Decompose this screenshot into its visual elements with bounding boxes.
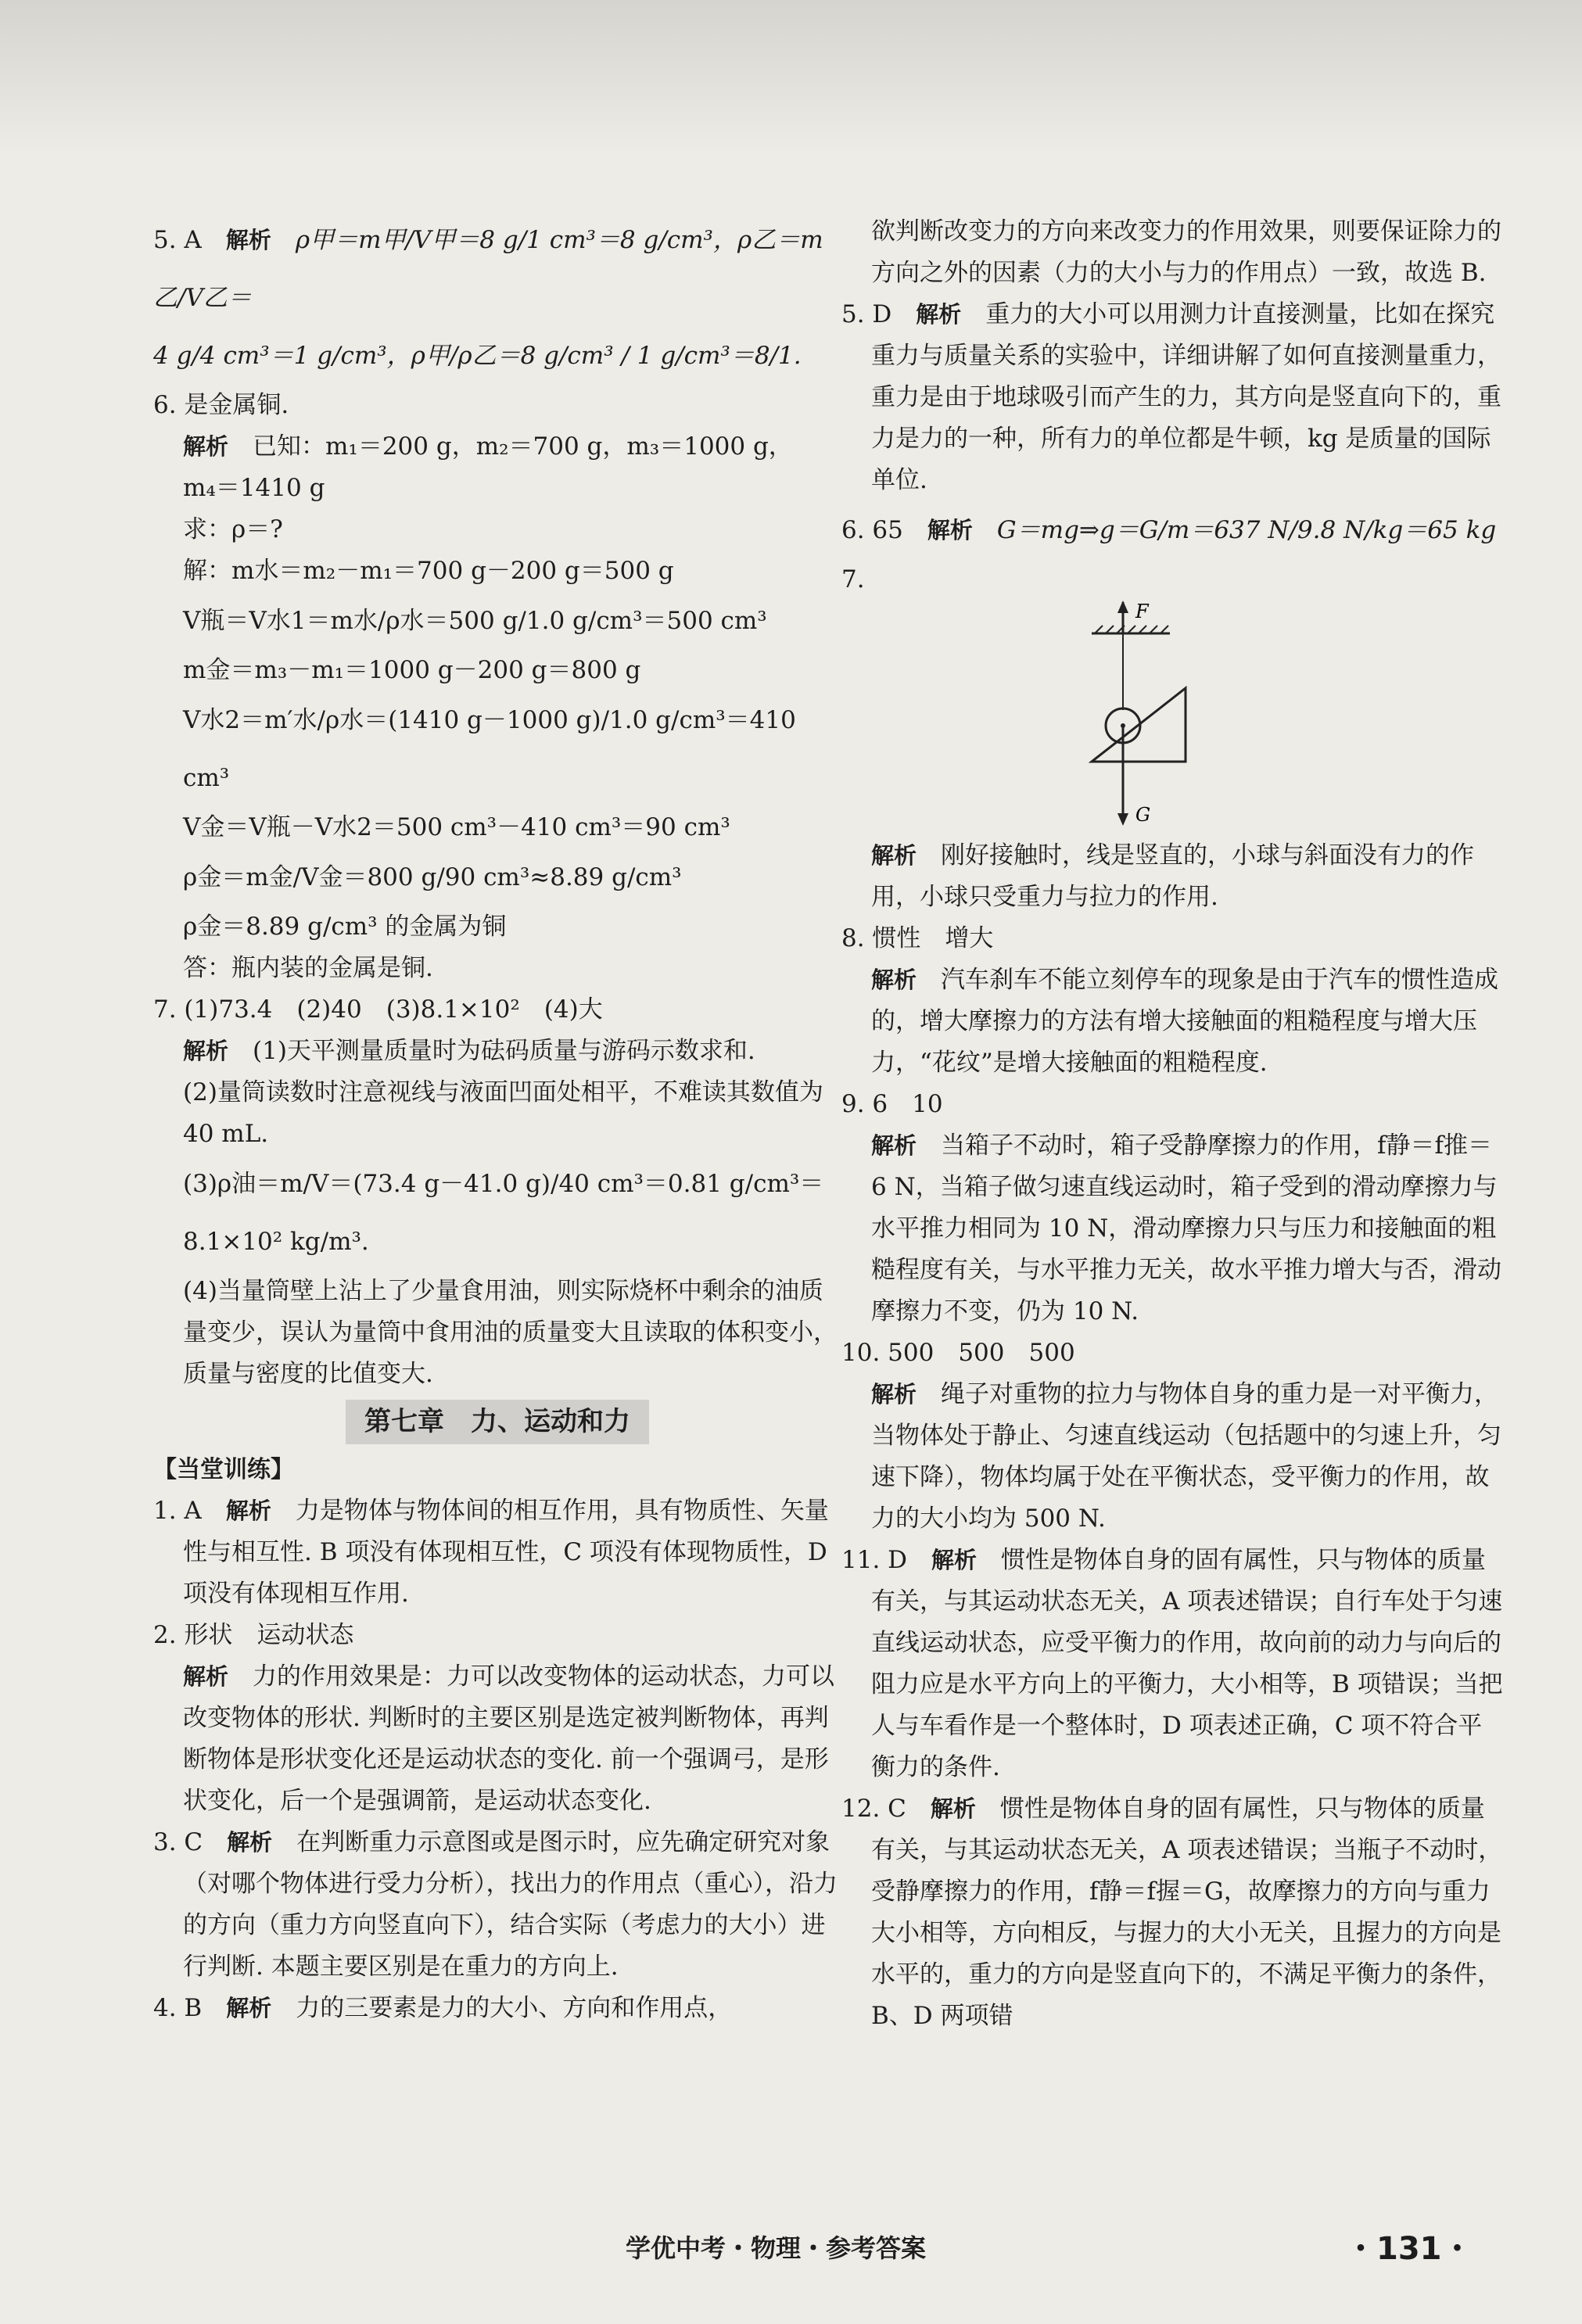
answer-5: 5. A 解析 ρ甲＝m甲/V甲＝8 g/1 cm³＝8 g/cm³，ρ乙＝m乙/V乙＝ [153, 226, 823, 312]
chapter-answer-2-head: 2. 形状 运动状态 [153, 1621, 354, 1649]
answer-6-v2: V水2＝m′水/ρ水＝(1410 g－1000 g)/1.0 g/cm³＝410 cm³ [183, 706, 796, 792]
answer-6-rho: ρ金＝m金/V金＝800 g/90 cm³≈8.89 g/cm³ [183, 863, 682, 891]
chapter-answer-9: 解析 当箱子不动时，箱子受静摩擦力的作用，f静＝f推＝6 N，当箱子做匀速直线运动时，箱子受到的滑动摩擦力与水平推力相同为 10 N，滑动摩擦力只与压力和接触面的粗糙程度有关，与水平推力无关，故水平推力增大与否，滑动摩擦力不变，仍为 10 N. [871, 1132, 1501, 1325]
chapter-answer-8-head: 8. 惯性 增大 [841, 924, 994, 952]
answer-6-seek: 求：ρ＝? [183, 515, 283, 543]
chapter-answer-6: 6. 65 解析 G＝mg⇒g＝G/m＝637 N/9.8 N/kg＝65 kg [841, 516, 1497, 544]
answer-7-p4: (4)当量筒壁上沾上了少量食用油，则实际烧杯中剩余的油质量变少，误认为量筒中食用油的质量变大且读取的体积变小，质量与密度的比值变大. [183, 1277, 838, 1388]
answer-7-p1: 解析 (1)天平测量质量时为砝码质量与游码示数求和. [183, 1037, 755, 1065]
answer-7-head: 7. (1)73.4 (2)40 (3)8.1×10² (4)大 [153, 995, 603, 1024]
answer-6-sol: 解：m水＝m₂－m₁＝700 g－200 g＝500 g [183, 557, 674, 585]
page-number: ・131・ [1345, 2231, 1473, 2267]
ball-on-incline-figure [1076, 601, 1201, 827]
section-title: 【当堂训练】 [153, 1456, 294, 1483]
force-diagram [841, 601, 1506, 835]
arrowhead-G [1117, 813, 1128, 826]
chapter-answer-5: 5. D 解析 重力的大小可以用测力计直接测量，比如在探究重力与质量关系的实验中，详细讲解了如何直接测量重力，重力是由于地球吸引而产生的力，其方向是竖直向下的，重力是力的一种，所有力的单位都是牛顿，kg 是质量的国际单位. [841, 300, 1501, 494]
chapter-answer-4: 4. B 解析 力的三要素是力的大小、方向和作用点， [153, 1994, 733, 2022]
chapter-answer-10: 解析 绳子对重物的拉力与物体自身的重力是一对平衡力，当物体处于静止、匀速直线运动（包括题中的匀速上升，匀速下降），物体均属于处在平衡状态，受平衡力的作用，故力的大小均为 500 N. [871, 1380, 1501, 1533]
chapter-title: 第七章 力、运动和力 [153, 1400, 841, 1444]
answer-7-p3: (3)ρ油＝m/V＝(73.4 g－41.0 g)/40 cm³＝0.81 g/cm³＝8.1×10² kg/m³. [183, 1170, 824, 1256]
chapter-answer-4-cont: 欲判断改变力的方向来改变力的作用效果，则要保证除力的方向之外的因素（力的大小与力的作用点）一致，故选 B. [871, 217, 1501, 287]
footer-title: 学优中考・物理・参考答案 [626, 2233, 927, 2263]
chapter-answer-12: 12. C 解析 惯性是物体自身的固有属性，只与物体的质量有关，与其运动状态无关，A 项表述错误；当瓶子不动时，受静摩擦力的作用，f静＝f握＝G，故摩擦力的方向与重力大小相等，方向相反，与握力的大小无关，且握力的方向是水平的，重力的方向是竖直向下的，不满足平衡力的条件，B、D 两项错 [841, 1795, 1503, 2030]
chapter-answer-8: 解析 汽车刹车不能立刻停车的现象是由于汽车的惯性造成的，增大摩擦力的方法有增大接触面的粗糙程度与增大压力，“花纹”是增大接触面的粗糙程度. [871, 966, 1499, 1077]
chapter-answer-7: 解析 刚好接触时，线是竖直的，小球与斜面没有力的作用，小球只受重力与拉力的作用. [871, 841, 1475, 911]
answer-6-m4: m₄＝1410 g [183, 474, 325, 502]
arrowhead-F [1117, 601, 1128, 613]
label-F: F [1135, 601, 1149, 622]
chapter-answer-3: 3. C 解析 在判断重力示意图或是图示时，应先确定研究对象（对哪个物体进行受力分析），找出力的作用点（重心），沿力的方向（重力方向竖直向下），结合实际（考虑力的大小）进行判断. 本题主要区别是在重力的方向上. [153, 1828, 838, 1981]
chapter-answer-11: 11. D 解析 惯性是物体自身的固有属性，只与物体的质量有关，与其运动状态无关，A 项表述错误；自行车处于匀速直线运动状态，应受平衡力的作用，故向前的动力与向后的阻力应是水平方向上的平衡力，大小相等，B 项错误；当把人与车看作是一个整体时，D 项表述正确，C 项不符合平衡力的条件. [841, 1546, 1503, 1781]
label-G: G [1135, 804, 1151, 826]
answer-6-known: 解析 已知：m₁＝200 g，m₂＝700 g，m₃＝1000 g， [183, 432, 793, 461]
scan-shadow [0, 0, 1582, 156]
answer-6-vjin: V金＝V瓶－V水2＝500 cm³－410 cm³＝90 cm³ [183, 813, 730, 841]
right-column [841, 211, 1506, 2037]
chapter-answer-7-head: 7. [841, 565, 865, 594]
left-column [153, 211, 841, 2029]
answer-5-cont: 4 g/4 cm³＝1 g/cm³，ρ甲/ρ乙＝8 g/cm³ / 1 g/cm³＝8/1. [153, 342, 802, 370]
answer-6-mjin: m金＝m₃－m₁＝1000 g－200 g＝800 g [183, 656, 641, 684]
chapter-answer-2: 解析 力的作用效果是：力可以改变物体的运动状态，力可以改变物体的形状. 判断时的主要区别是选定被判断物体，再判断物体是形状变化还是运动状态的变化. 前一个强调弓，是形状变化，后一个是强调箭，是运动状态变化. [183, 1662, 835, 1815]
chapter-answer-1: 1. A 解析 力是物体与物体间的相互作用，具有物质性、矢量性与相互性. B 项没有体现相互性，C 项没有体现物质性，D 项没有体现相互作用. [153, 1497, 829, 1608]
answer-6-ans: 答：瓶内装的金属是铜. [183, 954, 433, 982]
answer-7-p2: (2)量筒读数时注意视线与液面凹面处相平，不难读其数值为 40 mL. [183, 1078, 823, 1148]
chapter-answer-9-head: 9. 6 10 [841, 1090, 943, 1118]
answer-6-head: 6. 是金属铜. [153, 391, 289, 419]
answer-6-rho2: ρ金＝8.89 g/cm³ 的金属为铜 [183, 913, 507, 941]
page-footer [0, 2229, 1582, 2276]
answer-6-v1: V瓶＝V水1＝m水/ρ水＝500 g/1.0 g/cm³＝500 cm³ [183, 607, 767, 635]
chapter-answer-10-head: 10. 500 500 500 [841, 1339, 1075, 1367]
